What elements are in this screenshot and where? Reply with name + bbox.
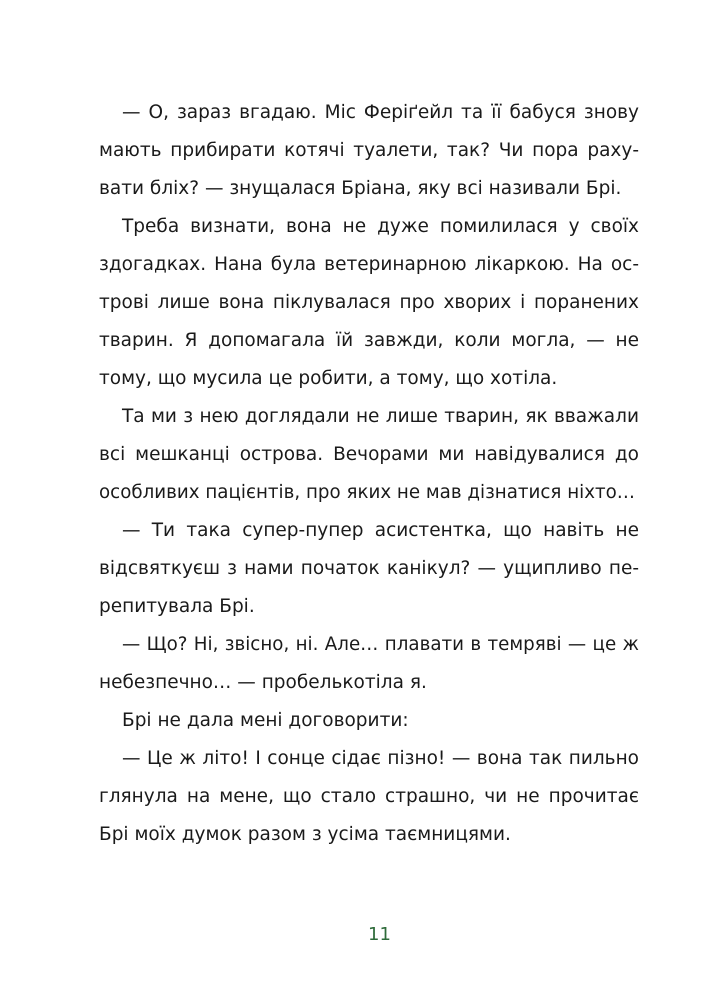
text-line: особливих пацієнтів, про яких не мав дізнатися ніхто… — [99, 482, 636, 503]
text-line: тому, що мусила це робити, а тому, що хотіла. — [99, 368, 558, 389]
text-line: глянула на мене, що стало страшно, чи не прочитає — [99, 786, 639, 807]
text-line: відсвяткуєш з нами початок канікул? — ущипливо пе- — [99, 558, 639, 579]
text-line: вати бліх? — знущалася Бріана, яку всі називали Брі. — [99, 178, 622, 199]
text-line: — Ти така супер-пупер асистентка, що навіть не — [122, 520, 639, 541]
text-line: — О, зараз вгадаю. Міс Феріґейл та її бабуся знову — [122, 102, 639, 123]
text-line: Треба визнати, вона не дуже помилилася у своїх — [122, 216, 639, 237]
text-line: тварин. Я допомагала їй завжди, коли могла, — не — [99, 330, 639, 351]
text-line: здогадках. Нана була ветеринарною лікаркою. На ос- — [99, 254, 639, 275]
text-line: — Це ж літо! І сонце сідає пізно! — вона так пильно — [122, 748, 639, 769]
text-line: — Що? Ні, звісно, ні. Але… плавати в темряві — це ж — [122, 634, 639, 655]
text-line: Брі моїх думок разом з усіма таємницями. — [99, 824, 511, 845]
text-line: Та ми з нею доглядали не лише тварин, як вважали — [122, 406, 639, 427]
text-line: небезпечно… — пробелькотіла я. — [99, 672, 427, 693]
text-line: всі мешканці острова. Вечорами ми навідувалися до — [99, 444, 639, 465]
text-line: трові лише вона піклувалася про хворих і поранених — [99, 292, 639, 313]
page-number: 11 — [368, 924, 391, 945]
text-line: Брі не дала мені договорити: — [122, 710, 409, 731]
text-line: репитувала Брі. — [99, 596, 255, 617]
text-line: мають прибирати котячі туалети, так? Чи пора раху- — [99, 140, 639, 161]
